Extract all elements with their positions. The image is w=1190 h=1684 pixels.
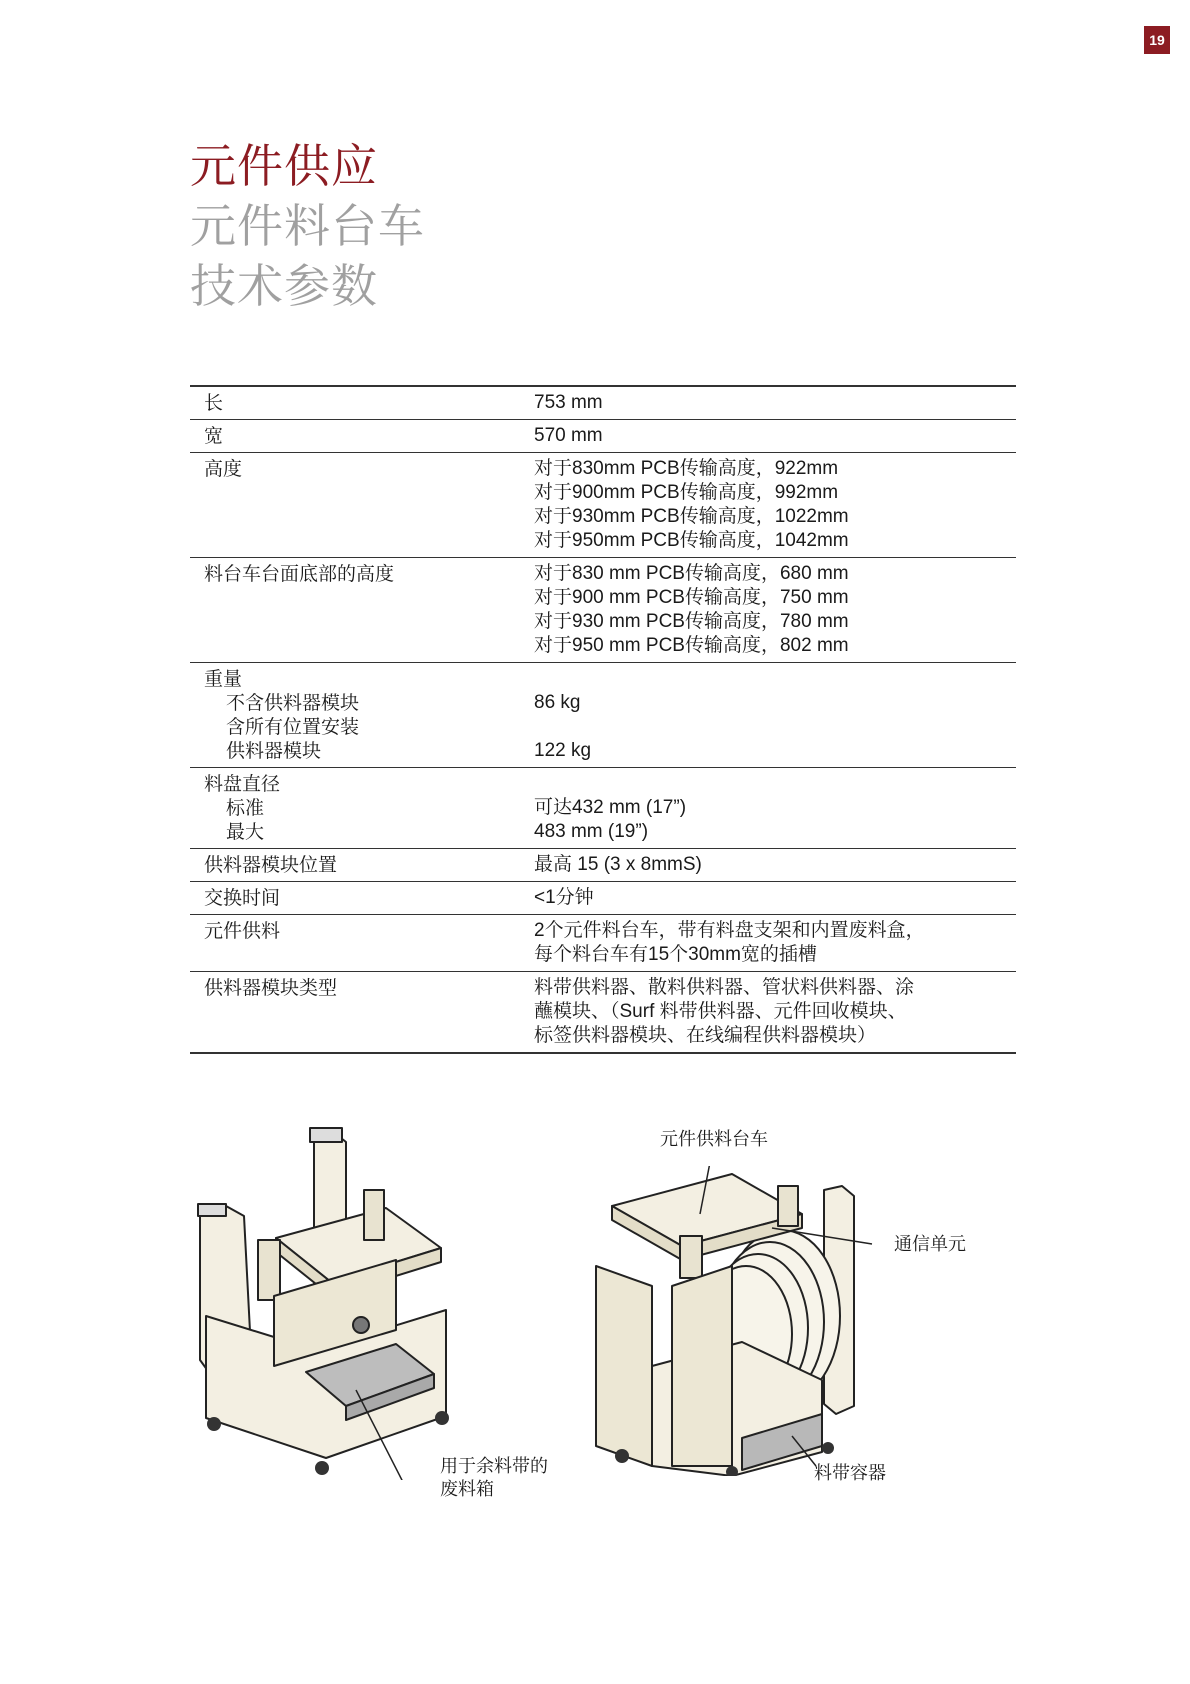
spec-value-cell: [520, 768, 1016, 849]
spec-sub-label: 含所有位置安装: [226, 716, 360, 738]
spec-row: [190, 972, 1016, 1054]
spec-value-line: 483 mm (19”): [534, 821, 649, 842]
tape-container-caption: 料带容器: [814, 1463, 886, 1484]
spec-row: [190, 453, 1016, 558]
spec-value-line: 2个元件料台车，带有料盘支架和内置废料盒，: [534, 920, 925, 941]
spec-value-line: 标签供料器模块、在线编程供料器模块）: [534, 1025, 877, 1046]
waste-bin-caption-line2: 废料箱: [440, 1479, 494, 1500]
spec-value-line: 86 kg: [534, 692, 581, 713]
spec-value-cell: [520, 386, 1016, 420]
spec-label: 重量: [204, 668, 243, 690]
page-title: 元件供应: [190, 139, 378, 193]
title-block: [190, 136, 425, 316]
spec-value-line: 对于950mm PCB传输高度，1042mm: [534, 530, 849, 551]
spec-label-cell: [190, 915, 520, 972]
spec-row: [190, 558, 1016, 663]
spec-value-line: <1分钟: [534, 887, 594, 908]
spec-row: [190, 768, 1016, 849]
spec-label: 高度: [204, 458, 243, 480]
cart-waste-bin-illustration: [196, 1120, 496, 1480]
spec-value-cell: [520, 558, 1016, 663]
spec-value-line: 蘸模块、（Surf 料带供料器、元件回收模块、: [534, 1001, 907, 1022]
spec-label: 元件供料: [204, 920, 281, 942]
spec-row: [190, 663, 1016, 768]
spec-value-line: 对于950 mm PCB传输高度，802 mm: [534, 635, 849, 656]
spec-value-line: 可达432 mm (17”): [534, 797, 687, 818]
spec-row: [190, 882, 1016, 915]
spec-label-cell: [190, 972, 520, 1054]
spec-sub-label: 最大: [226, 821, 265, 843]
spec-value-cell: [520, 849, 1016, 882]
spec-value-cell: [520, 663, 1016, 768]
spec-value-cell: [520, 882, 1016, 915]
spec-row: [190, 915, 1016, 972]
spec-label-cell: [190, 420, 520, 453]
spec-value-line: [534, 772, 1016, 796]
waste-bin-caption-line1: 用于余料带的: [440, 1456, 548, 1477]
spec-label: 宽: [204, 425, 224, 447]
spec-value-cell: [520, 972, 1016, 1054]
spec-label: 供料器模块类型: [204, 977, 338, 999]
spec-value-line: 每个料台车有15个30mm宽的插槽: [534, 944, 817, 965]
spec-label: 交换时间: [204, 887, 281, 909]
spec-value-line: 对于930mm PCB传输高度，1022mm: [534, 506, 849, 527]
spec-label: 料台车台面底部的高度: [204, 563, 395, 585]
comm-unit-caption: 通信单元: [894, 1234, 966, 1255]
page-subtitle-cart: 元件料台车: [190, 199, 425, 253]
spec-value-line: 对于900mm PCB传输高度，992mm: [534, 482, 839, 503]
spec-label: 供料器模块位置: [204, 854, 338, 876]
spec-sub-label: 标准: [226, 797, 265, 819]
spec-value-cell: [520, 420, 1016, 453]
spec-value-line: [534, 715, 1016, 739]
spec-label-cell: [190, 768, 520, 849]
spec-value-line: 对于900 mm PCB传输高度，750 mm: [534, 587, 849, 608]
spec-label-cell: [190, 882, 520, 915]
waste-bin-caption: [440, 1455, 548, 1501]
spec-table: [190, 385, 1016, 1054]
page-number-badge: 19: [1144, 26, 1170, 54]
spec-sub-label: 不含供料器模块: [226, 692, 360, 714]
spec-row: [190, 386, 1016, 420]
spec-value-cell: [520, 453, 1016, 558]
cart-reels-illustration: [592, 1166, 892, 1476]
spec-value-line: 对于930 mm PCB传输高度，780 mm: [534, 611, 849, 632]
spec-value-line: 570 mm: [534, 425, 603, 446]
spec-row: [190, 849, 1016, 882]
spec-value-line: 对于830 mm PCB传输高度，680 mm: [534, 563, 849, 584]
spec-label: 料盘直径: [204, 773, 281, 795]
spec-value-line: 753 mm: [534, 392, 603, 413]
spec-value-line: 对于830mm PCB传输高度，922mm: [534, 458, 839, 479]
spec-label-cell: [190, 453, 520, 558]
cart-caption: 元件供料台车: [660, 1129, 768, 1150]
spec-label-cell: [190, 558, 520, 663]
spec-label-cell: [190, 386, 520, 420]
spec-label-cell: [190, 663, 520, 768]
spec-label: 长: [204, 392, 224, 414]
spec-value-line: [534, 667, 1016, 691]
spec-row: [190, 420, 1016, 453]
spec-label-cell: [190, 849, 520, 882]
spec-value-cell: [520, 915, 1016, 972]
spec-sub-label: 供料器模块: [226, 740, 322, 762]
spec-value-line: 料带供料器、散料供料器、管状料供料器、涂: [534, 977, 915, 998]
spec-value-line: 122 kg: [534, 740, 592, 761]
page-subtitle-specs: 技术参数: [190, 259, 378, 313]
spec-value-line: 最高 15 (3 x 8mmS): [534, 854, 702, 875]
